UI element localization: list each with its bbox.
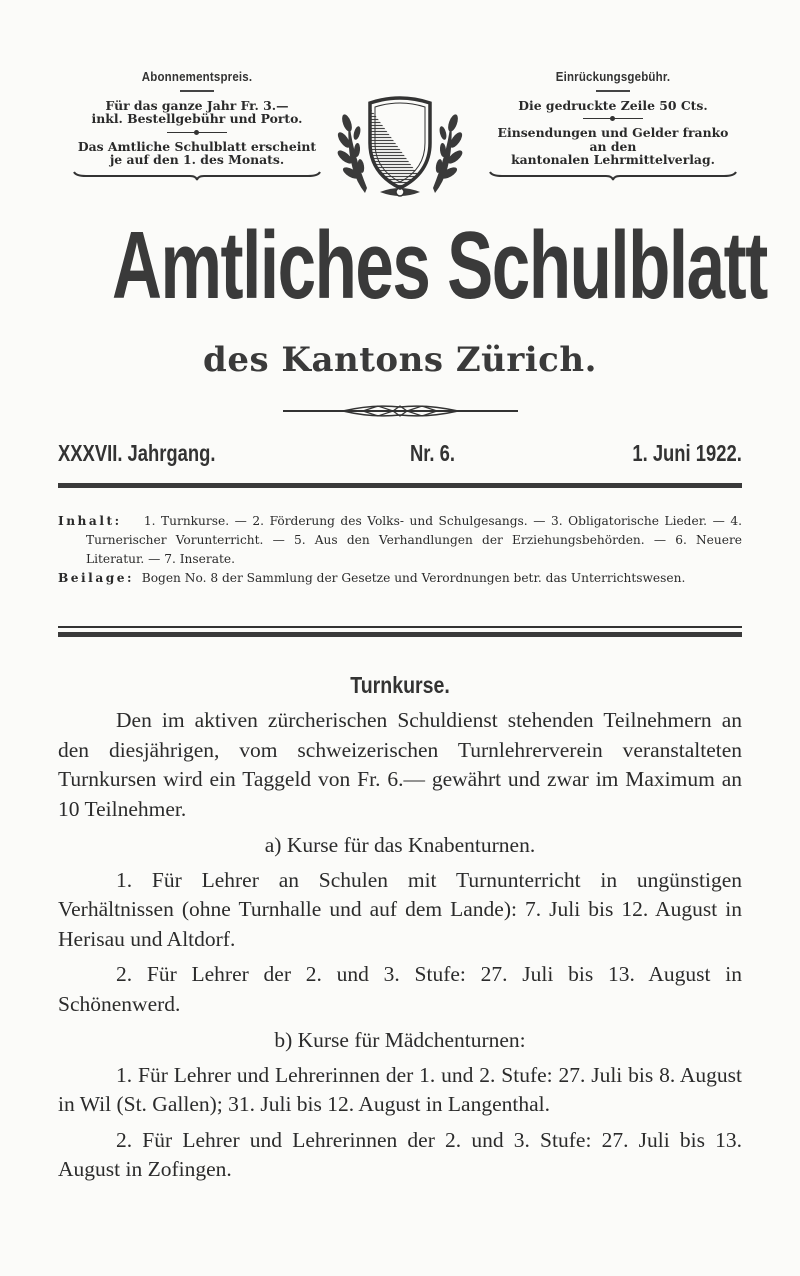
issue-number: Nr. 6.: [410, 440, 456, 466]
advertising-info: [468, 70, 758, 181]
newspaper-title: Amtliches Schulblatt: [112, 212, 767, 319]
section-b-item-2: 2. Für Lehrer und Lehrerinnen der 2. und 3. Stufe: 27. Juli bis 13. August in Zofingen.: [58, 1127, 742, 1181]
submission-note-2: an den: [589, 138, 637, 154]
section-b-heading: b) Kurse für Mädchenturnen:: [274, 1028, 526, 1052]
issue-volume: XXXVII. Jahrgang.: [58, 440, 216, 466]
divider: [180, 90, 214, 92]
article-body: [58, 706, 742, 1185]
table-of-contents: [58, 512, 742, 588]
beilage-text: Bogen No. 8 der Sammlung der Gesetze und Verordnungen betr. das Unterrichtswesen.: [141, 571, 686, 585]
beilage-label: Beilage:: [58, 571, 134, 585]
subscription-note: inkl. Bestellgebühr und Porto.: [91, 111, 303, 126]
divider-rule: [58, 483, 742, 488]
dot-divider: [167, 128, 227, 138]
publication-schedule: je auf den 1. des Monats.: [109, 152, 285, 167]
submission-note: Einsendungen und Gelder franko: [497, 125, 729, 140]
contents-inhalt: [58, 512, 742, 569]
ornament-divider-icon: [283, 403, 518, 419]
contents-beilage: [58, 569, 742, 588]
issue-info: [58, 440, 742, 472]
article-heading: Turnkurse.: [350, 672, 450, 698]
subscription-info: [52, 70, 342, 181]
divider-rule: [58, 626, 742, 628]
inhalt-label: Inhalt:: [58, 514, 122, 528]
inhalt-text: 1. Turnkurse. — 2. Förderung des Volks- und Schulgesangs. — 3. Obligatorische Lieder. — 4. Turnerischer Vorunterricht. — 5. Aus den Verhandlungen der Erziehungsbehörden. — 6. Neuere Literatur. — 7. Inserate.: [86, 514, 742, 566]
advertising-heading: Einrückungsgebühr.: [555, 70, 671, 84]
divider: [596, 90, 630, 92]
subscription-price: Für das ganze Jahr Fr. 3.—: [105, 97, 289, 113]
publication-note: Das Amtliche Schulblatt erscheint: [77, 138, 317, 154]
issue-date: 1. Juni 1922.: [632, 440, 742, 466]
dot-divider: [583, 114, 643, 124]
section-a-item-1: 1. Für Lehrer an Schulen mit Turnunterricht in ungünstigen Verhältnissen (ohne Turnhalle und auf dem Lande): 7. Juli bis 12. August in Herisau und Altdorf.: [58, 867, 742, 951]
divider-rule: [58, 632, 742, 637]
coat-of-arms-icon: [335, 88, 465, 203]
subscription-heading: Abonnementspreis.: [141, 70, 253, 84]
advertising-rate: Die gedruckte Zeile 50 Cts.: [518, 97, 708, 113]
section-a-heading: a) Kurse für das Knabenturnen.: [264, 833, 536, 857]
newspaper-subtitle: des Kantons Zürich.: [203, 340, 597, 380]
brace-ornament: [488, 171, 738, 181]
brace-ornament: [72, 171, 322, 181]
submission-recipient: kantonalen Lehrmittelverlag.: [511, 152, 715, 167]
article-intro: Den im aktiven zürcherischen Schuldienst stehenden Teilnehmern an den diesjährigen, vom schweizerischen Turnlehrerverein veranstalteten Turnkursen wird ein Taggeld von Fr. 6.— gewährt und zwar im Maximum an 10 Teilnehmer.: [58, 708, 742, 821]
section-b-item-1: 1. Für Lehrer und Lehrerinnen der 1. und 2. Stufe: 27. Juli bis 8. August in Wil (St. Gallen); 31. Juli bis 12. August in Langenthal.: [58, 1062, 742, 1116]
section-a-item-2: 2. Für Lehrer der 2. und 3. Stufe: 27. Juli bis 13. August in Schönenwerd.: [58, 962, 742, 1016]
